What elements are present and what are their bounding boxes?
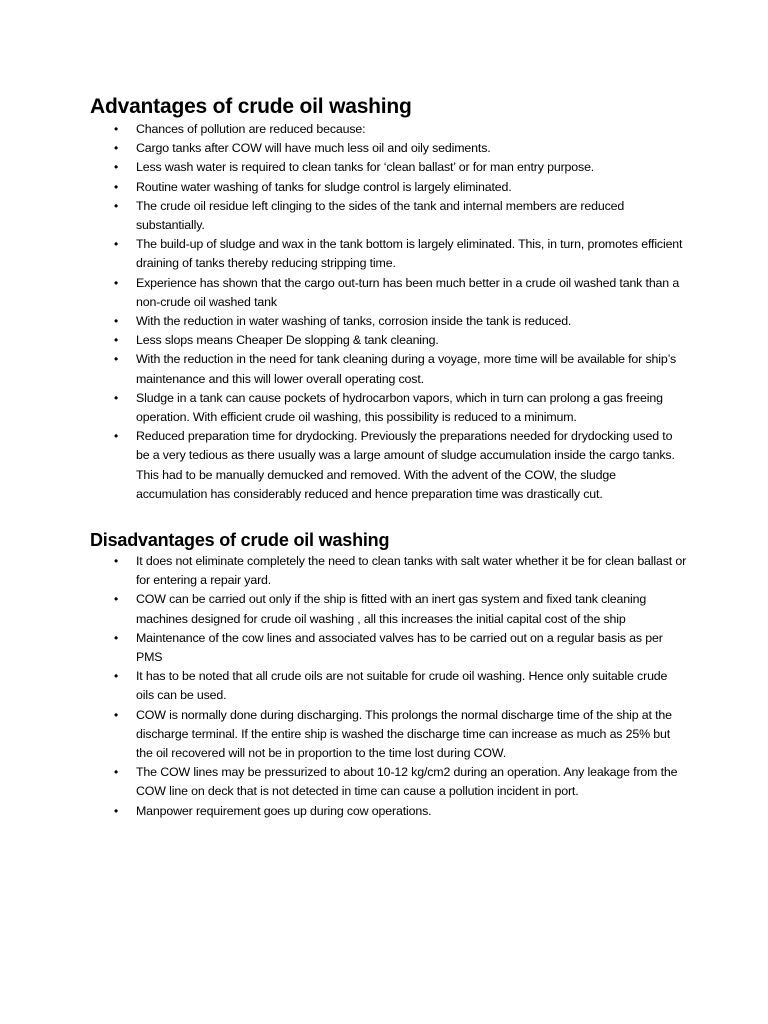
bullet-icon: • (114, 122, 119, 136)
bullet-icon: • (114, 592, 119, 607)
list-item (90, 235, 688, 273)
advantages-heading: Advantages of crude oil washing (90, 95, 412, 118)
bullet-icon: • (114, 352, 119, 367)
bullet-icon: • (114, 707, 119, 722)
bullet-icon: • (114, 765, 119, 780)
list-item-text: Maintenance of the cow lines and associated valves has to be carried out on a regular basis as per PMS (136, 630, 663, 665)
list-item (90, 629, 688, 667)
bullet-icon: • (114, 390, 119, 405)
list-item (90, 763, 688, 801)
list-item-text: Less slops means Cheaper De slopping & tank cleaning. (136, 333, 439, 348)
list-item-text: Cargo tanks after COW will have much less oil and oily sediments. (136, 141, 491, 156)
list-item-text: It has to be noted that all crude oils are not suitable for crude oil washing. Hence only suitable crude oils can be used. (136, 669, 668, 703)
list-item (90, 158, 688, 177)
list-item (90, 590, 688, 628)
list-item (90, 197, 688, 235)
list-item-text: The COW lines may be pressurized to about 10-12 kg/cm2 during an operation. Any leakage from the COW line on deck that is not detected in time can cause a pollution incident in port. (136, 765, 678, 799)
list-item-text: The build-up of sludge and wax in the tank bottom is largely eliminated. This, in turn, promotes efficient draining of tanks thereby reducing stripping time. (136, 237, 683, 271)
list-item (90, 350, 688, 388)
list-item (90, 178, 688, 197)
list-item-text: Experience has shown that the cargo out-turn has been much better in a crude oil washed tank than a non-crude oil washed tank (136, 275, 680, 309)
bullet-icon: • (114, 554, 119, 568)
list-item-text: COW is normally done during discharging. This prolongs the normal discharge time of the ship at the discharge terminal. If the entire ship is washed the discharge time can increase as much as 25% but the oil recovered will not be in proportion to the time lost during COW. (136, 707, 672, 761)
list-item-text: With the reduction in water washing of tanks, corrosion inside the tank is reduced. (136, 314, 572, 329)
list-item-text: With the reduction in the need for tank cleaning during a voyage, more time will be available for ship’s maintenance and this will lower overall operating cost. (136, 352, 676, 386)
list-item (90, 312, 688, 331)
bullet-icon: • (114, 141, 119, 156)
bullet-icon: • (114, 669, 119, 684)
list-item (90, 331, 688, 350)
bullet-icon: • (114, 160, 119, 175)
bullet-icon: • (114, 314, 119, 329)
list-item (90, 552, 688, 590)
list-item (90, 120, 688, 139)
list-item-text: Manpower requirement goes up during cow operations. (136, 803, 432, 818)
list-item (90, 706, 688, 764)
list-item (90, 667, 688, 705)
list-item-text: Less wash water is required to clean tanks for ‘clean ballast’ or for man entry purpose. (136, 160, 595, 175)
bullet-icon: • (114, 429, 119, 444)
list-item-text: The crude oil residue left clinging to the sides of the tank and internal members are reduced substantially. (136, 198, 625, 233)
list-item (90, 139, 688, 158)
list-item (90, 389, 688, 427)
bullet-icon: • (114, 333, 119, 348)
bullet-icon: • (114, 803, 119, 818)
bullet-icon: • (114, 275, 119, 290)
list-item (90, 427, 688, 504)
list-item-text: Sludge in a tank can cause pockets of hydrocarbon vapors, which in turn can prolong a gas freeing operation. With efficient crude oil washing, this possibility is reduced to a minimum. (136, 390, 663, 425)
disadvantages-section (90, 528, 688, 821)
list-item-text: Routine water washing of tanks for sludge control is largely eliminated. (136, 179, 512, 194)
list-item-text: Chances of pollution are reduced because: (136, 122, 366, 136)
list-item (90, 802, 688, 821)
advantages-list (90, 120, 688, 504)
list-item-text: It does not eliminate completely the need to clean tanks with salt water whether it be for clean ballast or for entering a repair yard. (136, 554, 687, 588)
advantages-section (90, 94, 688, 504)
list-item-text: Reduced preparation time for drydocking. Previously the preparations needed for drydocking used to be a very tedious as there usually was a large amount of sludge accumulation inside the cargo tanks. This had to be manually demucked and removed. With the advent of the COW, the sludge accumulation has considerably reduced and hence preparation time was drastically cut. (136, 429, 675, 501)
bullet-icon: • (114, 179, 119, 194)
list-item (90, 274, 688, 312)
disadvantages-list (90, 552, 688, 821)
bullet-icon: • (114, 630, 119, 645)
bullet-icon: • (114, 237, 119, 252)
bullet-icon: • (114, 198, 119, 213)
list-item-text: COW can be carried out only if the ship is fitted with an inert gas system and fixed tank cleaning machines designed for crude oil washing , all this increases the initial capital cost of the ship (136, 592, 647, 626)
disadvantages-heading: Disadvantages of crude oil washing (90, 530, 390, 550)
